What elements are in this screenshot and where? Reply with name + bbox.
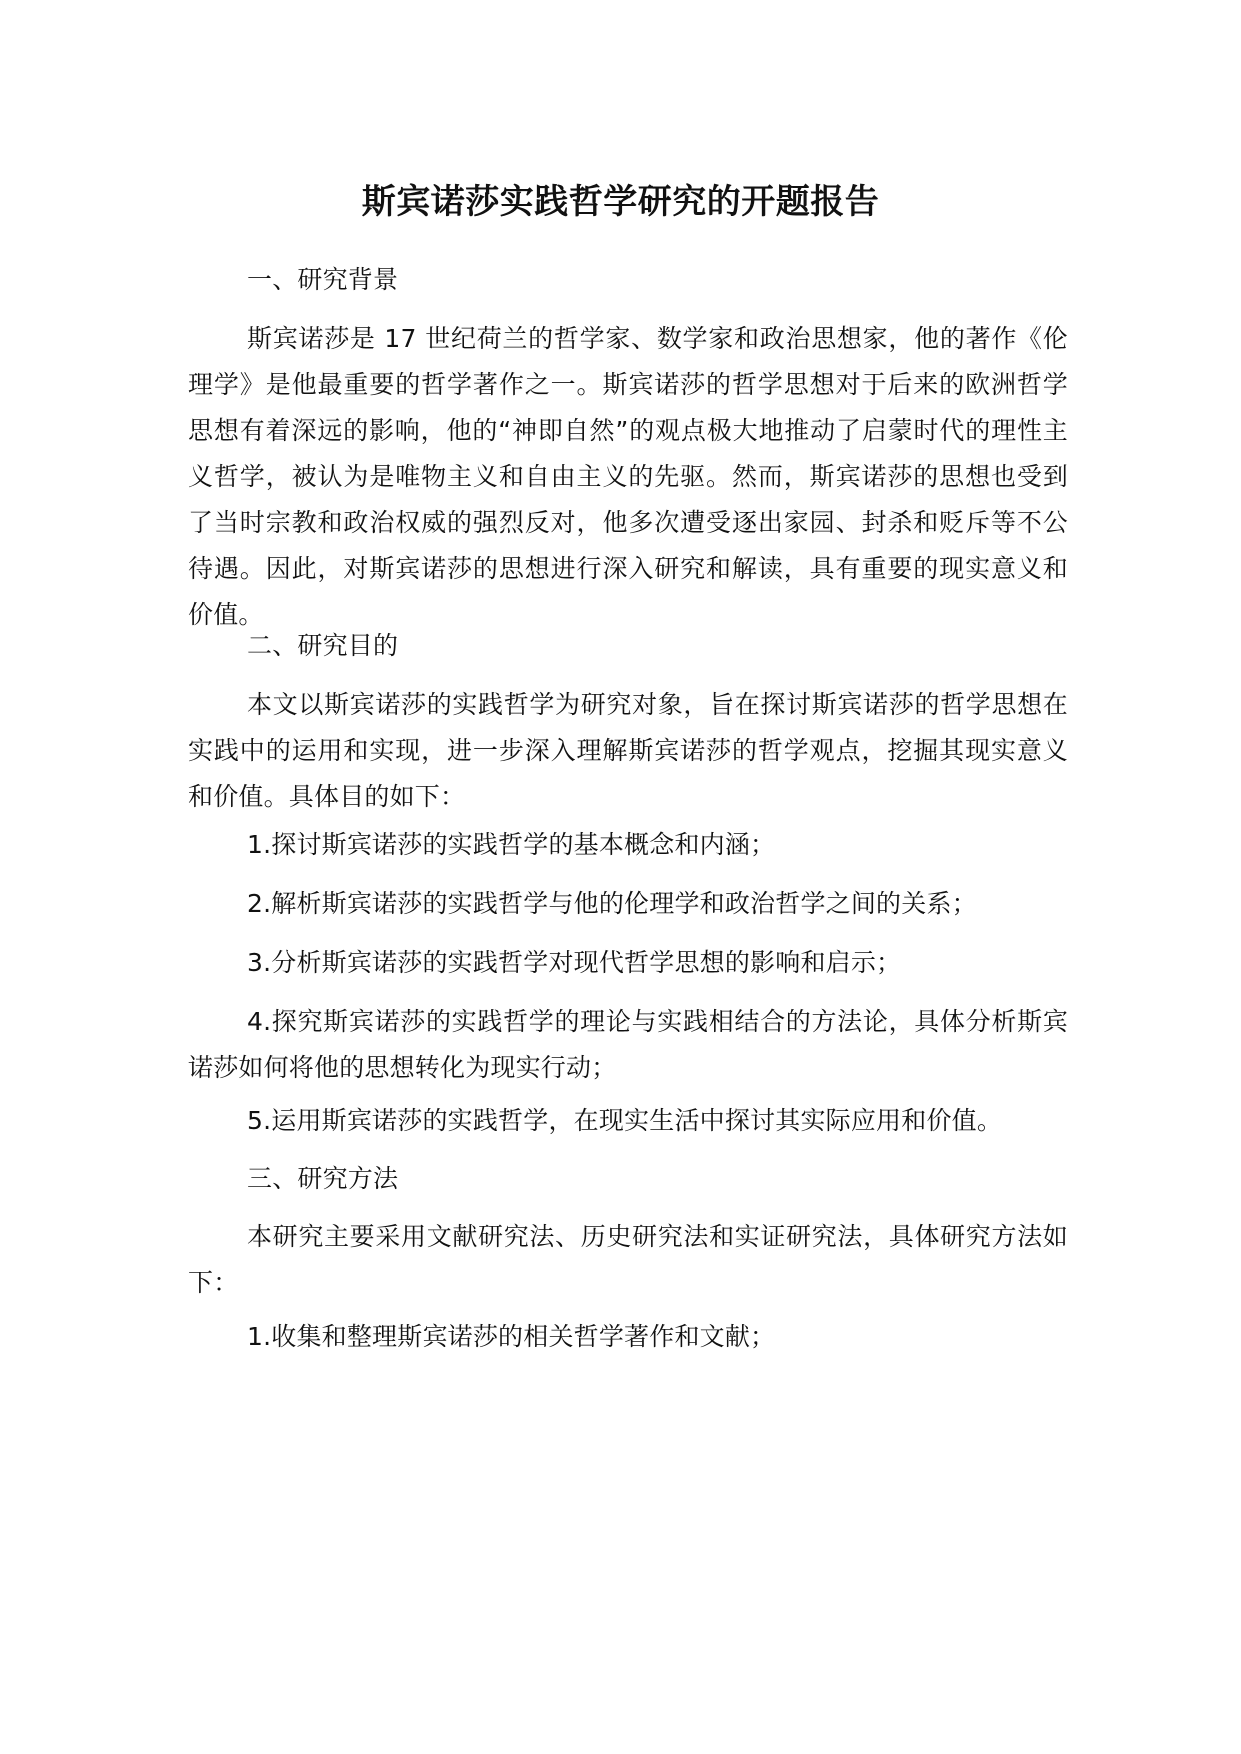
- section-heading-background: 一、研究背景: [247, 265, 399, 294]
- purpose-item-2: 2.解析斯宾诺莎的实践哲学与他的伦理学和政治哲学之间的关系；: [247, 889, 977, 918]
- purpose-item-5: 5.运用斯宾诺莎的实践哲学，在现实生活中探讨其实际应用和价值。: [247, 1106, 1003, 1135]
- method-paragraph: 本研究主要采用文献研究法、历史研究法和实证研究法，具体研究方法如下：: [188, 1222, 1068, 1297]
- background-paragraph: 斯宾诺莎是 17 世纪荷兰的哲学家、数学家和政治思想家，他的著作《伦理学》是他最重要的哲学著作之一。斯宾诺莎的哲学思想对于后来的欧洲哲学思想有着深远的影响，他的“神即自然”的观点极大地推动了启蒙时代的理性主义哲学，被认为是唯物主义和自由主义的先驱。然而，斯宾诺莎的思想也受到了当时宗教和政治权威的强烈反对，他多次遭受逐出家园、封杀和贬斥等不公待遇。因此，对斯宾诺莎的思想进行深入研究和解读，具有重要的现实意义和价值。: [188, 324, 1068, 629]
- purpose-item-1: 1.探讨斯宾诺莎的实践哲学的基本概念和内涵；: [247, 830, 776, 859]
- purpose-item-4: 4.探究斯宾诺莎的实践哲学的理论与实践相结合的方法论，具体分析斯宾诺莎如何将他的思想转化为现实行动；: [188, 1007, 1068, 1082]
- purpose-paragraph: 本文以斯宾诺莎的实践哲学为研究对象，旨在探讨斯宾诺莎的哲学思想在实践中的运用和实现，进一步深入理解斯宾诺莎的哲学观点，挖掘其现实意义和价值。具体目的如下：: [188, 690, 1068, 811]
- purpose-item-3: 3.分析斯宾诺莎的实践哲学对现代哲学思想的影响和启示；: [247, 948, 902, 977]
- section-heading-purpose: 二、研究目的: [247, 631, 399, 660]
- document-title: 斯宾诺莎实践哲学研究的开题报告: [361, 182, 880, 222]
- section-heading-method: 三、研究方法: [247, 1164, 399, 1193]
- method-item-1: 1.收集和整理斯宾诺莎的相关哲学著作和文献；: [247, 1322, 776, 1351]
